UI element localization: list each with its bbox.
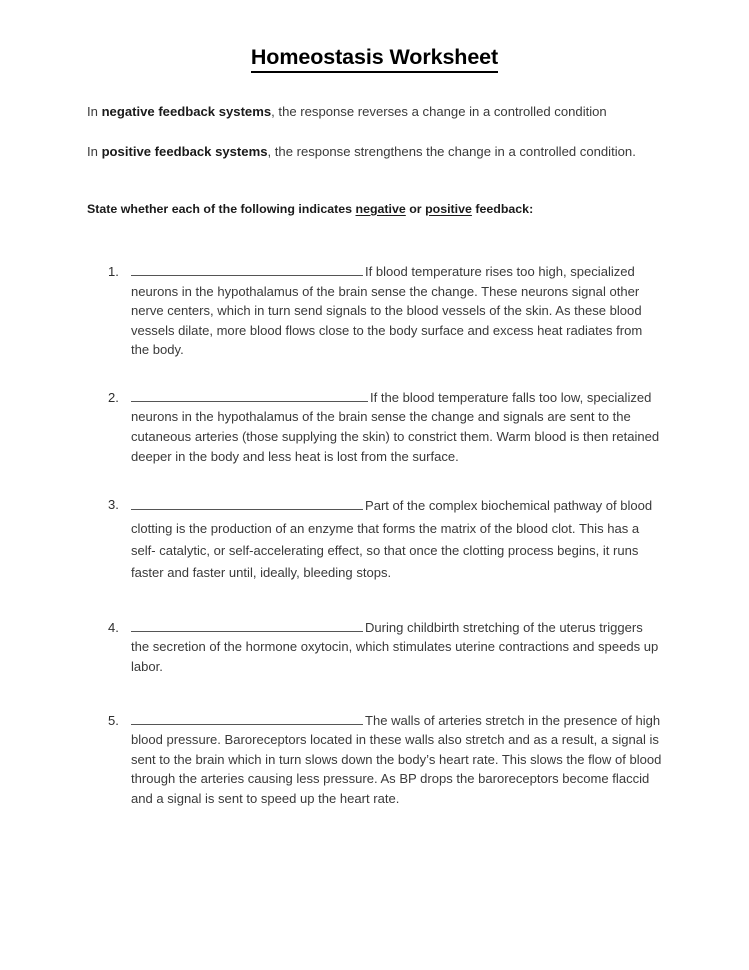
question-text-4: During childbirth stretching of the uterus triggers the secretion of the hormone oxytocin, which stimulates uterine contractions and speeds up labor. [131, 619, 659, 674]
question-text-2: If the blood temperature falls too low, specialized neurons in the hypothalamus of the brain sense the change and signals are sent to the cutaneous arteries (those supplying the skin) to constrict them. Warm blood is then retained deeper in the body and less heat is lost from the surface. [131, 389, 660, 464]
answer-blank-1[interactable] [131, 263, 363, 276]
intro-bold-positive: positive feedback systems [101, 143, 268, 159]
question-text-1: If blood temperature rises too high, specialized neurons in the hypothalamus of the brain sense the change. These neurons signal other nerve centers, which in turn send signals to the blood vessels of the skin. As these blood vessels dilate, more blood flows close to the body surface and excess heat radiates from the body. [131, 264, 643, 358]
instruction-underline-negative: negative [355, 201, 406, 216]
intro-paragraph-positive [87, 143, 662, 162]
instruction-part-1: State whether each of the following indicates [87, 201, 356, 216]
answer-blank-5[interactable] [131, 712, 363, 725]
intro-bold-negative: negative feedback systems [101, 103, 272, 119]
answer-blank-4[interactable] [131, 619, 363, 632]
question-item-4 [87, 618, 662, 677]
intro-rest-positive: , the response strengthens the change in a controlled condition. [267, 143, 636, 159]
question-item-3 [87, 495, 662, 585]
question-number-1: 1. [108, 264, 119, 280]
instruction-underline-positive: positive [425, 201, 472, 216]
question-item-5 [87, 711, 662, 809]
question-text-5: The walls of arteries stretch in the presence of high blood pressure. Baroreceptors located in these walls also stretch and as a result, a signal is sent to the brain which in turn slows down the body’s heart rate. This slows the flow of blood through the arteries causing less pressure. As BP drops the baroreceptors become flaccid and a signal is sent to speed up the heart rate. [131, 712, 662, 806]
instruction-line [87, 201, 662, 218]
document-body [87, 0, 662, 808]
intro-lead-positive: In [87, 143, 102, 159]
instruction-part-2: or [405, 201, 426, 216]
question-number-5: 5. [108, 712, 119, 728]
answer-blank-2[interactable] [131, 389, 368, 402]
page-title [87, 0, 662, 73]
question-text-3: Part of the complex biochemical pathway of blood clotting is the production of an enzyme that forms the matrix of the blood clot. This has a self- catalytic, or self-accelerating effect, so that once the clotting process begins, it runs faster and faster until, ideally, bleeding stops. [131, 498, 653, 581]
intro-paragraph-negative [87, 103, 662, 122]
question-number-2: 2. [108, 389, 119, 405]
question-item-1 [87, 262, 662, 360]
answer-blank-3[interactable] [131, 497, 363, 510]
question-list [87, 262, 662, 808]
instruction-part-3: feedback: [471, 201, 534, 216]
intro-lead-negative: In [87, 103, 102, 119]
question-number-3: 3. [108, 497, 119, 513]
intro-rest-negative: , the response reverses a change in a controlled condition [271, 103, 607, 119]
page-title-text: Homeostasis Worksheet [251, 45, 498, 73]
question-number-4: 4. [108, 619, 119, 635]
question-item-2 [87, 388, 662, 466]
